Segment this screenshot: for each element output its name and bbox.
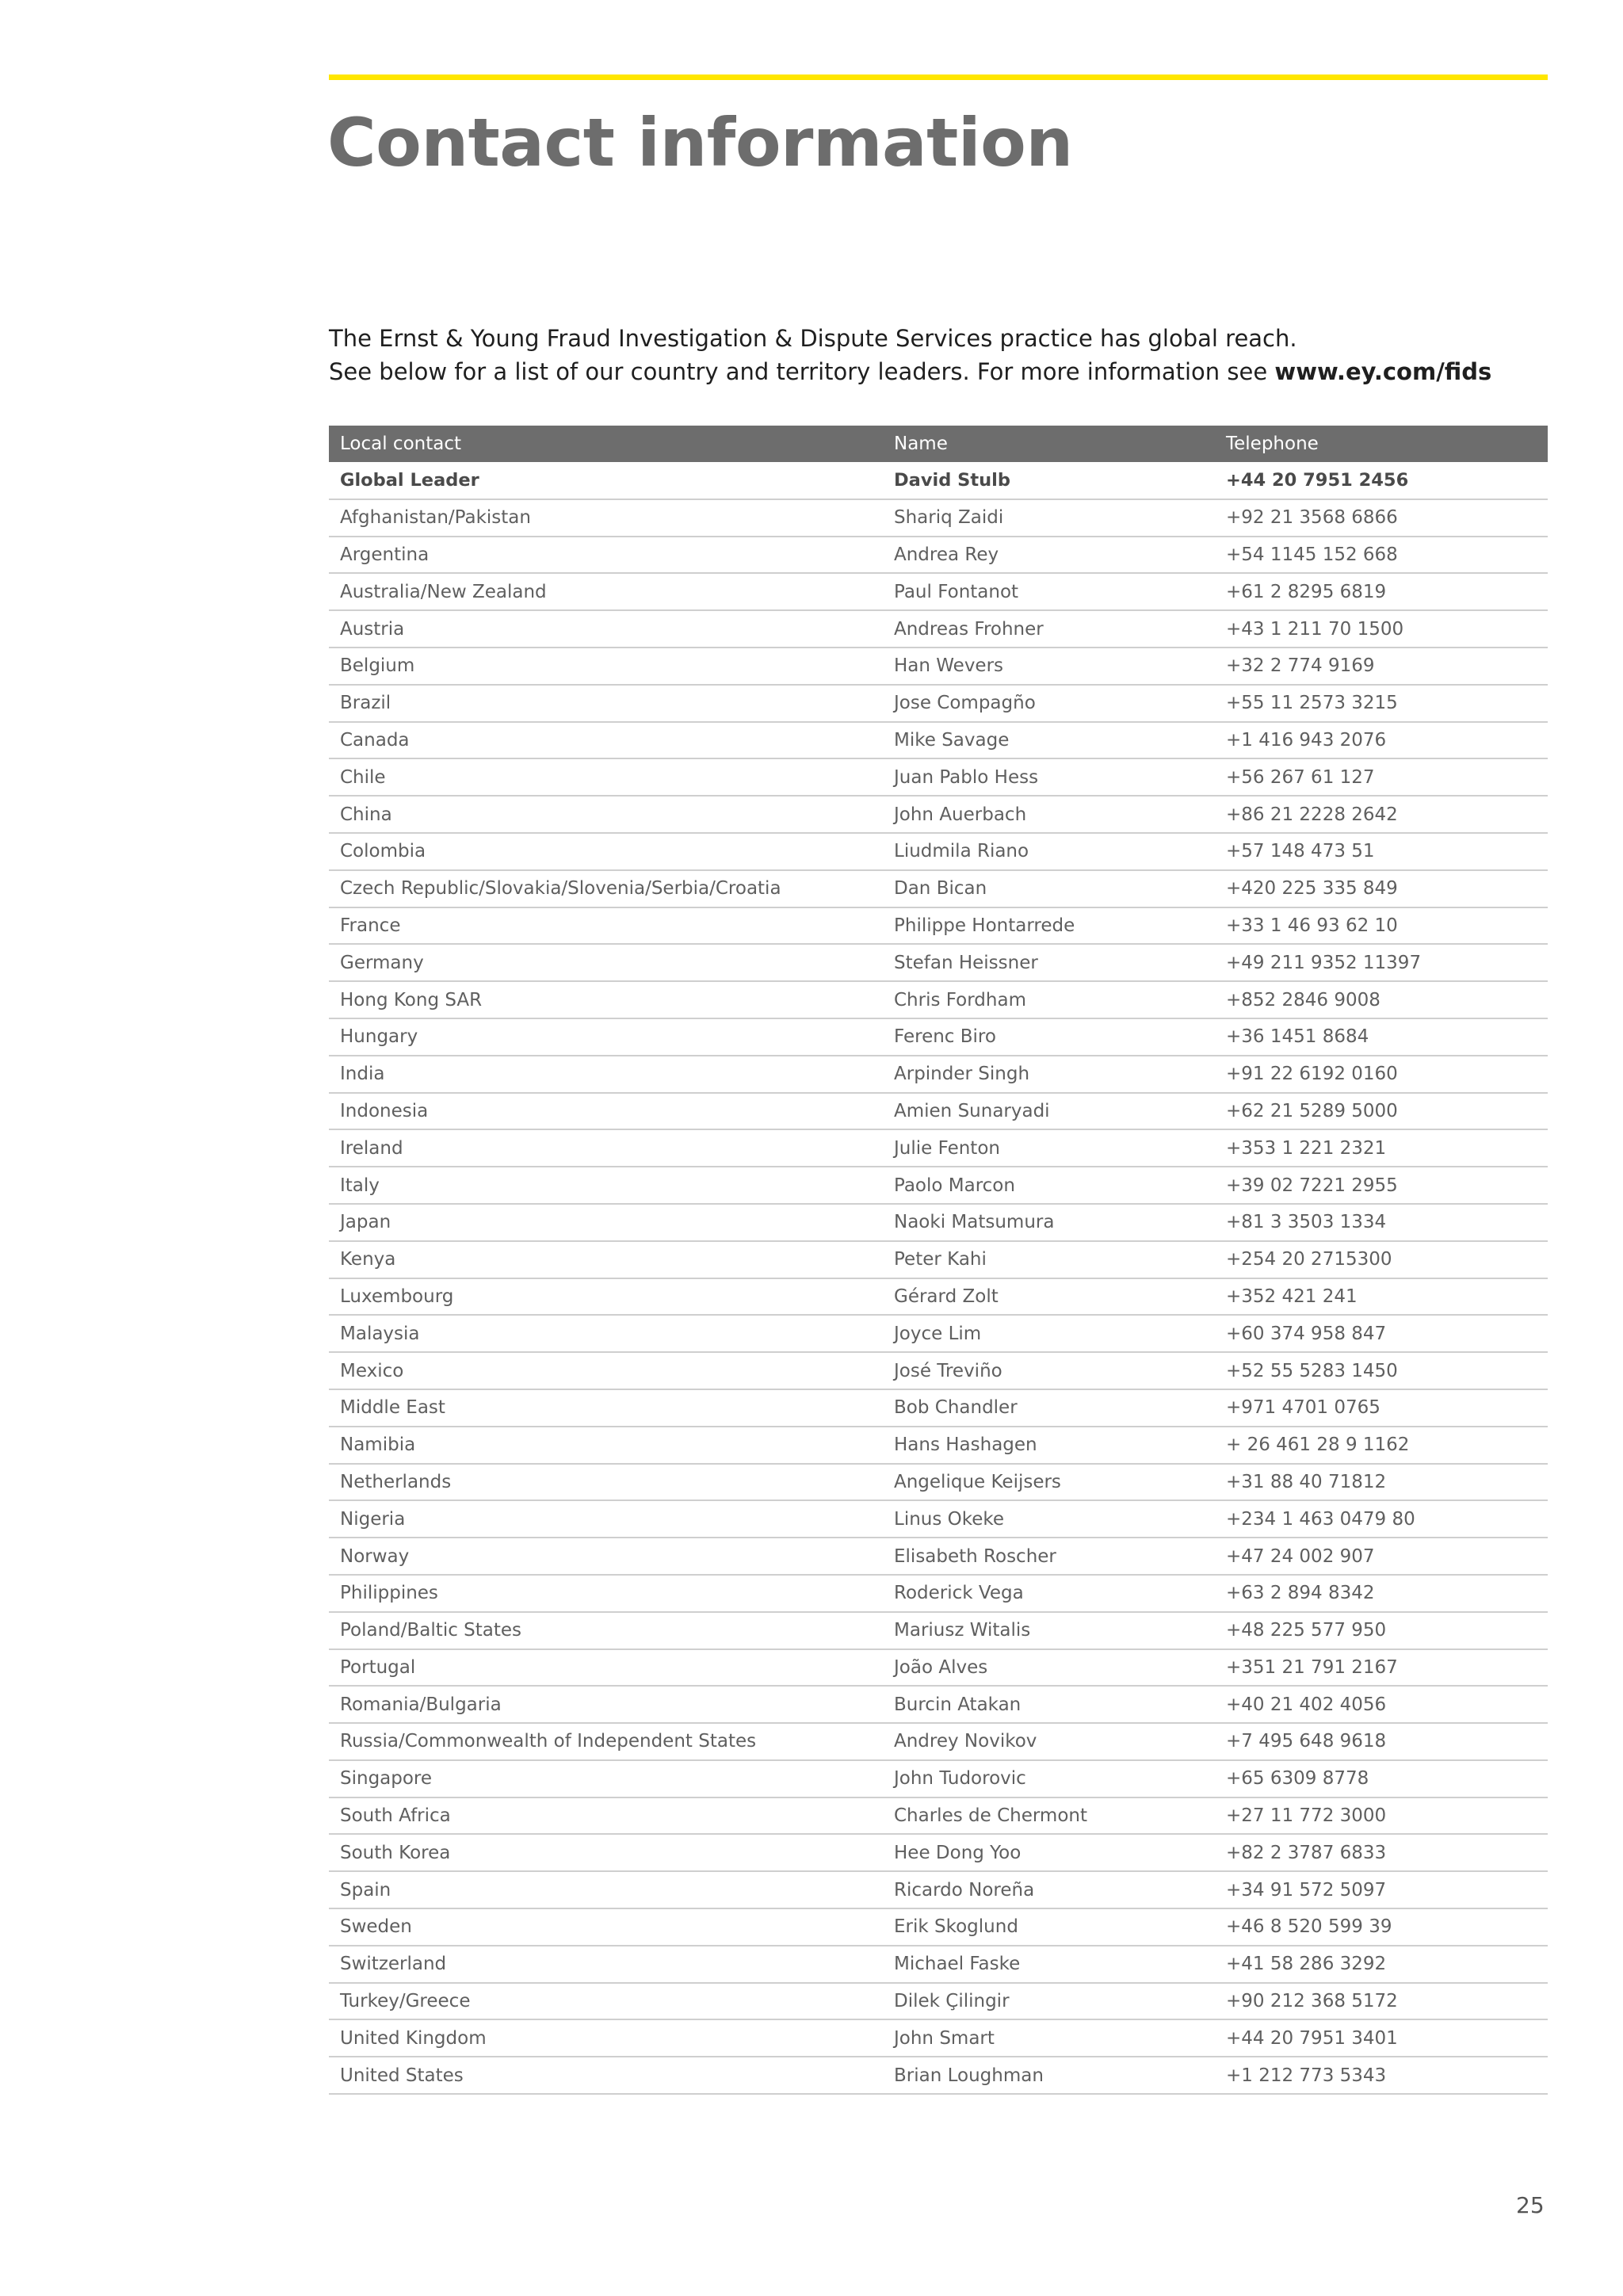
cell-name: Gérard Zolt — [883, 1278, 1215, 1316]
cell-name: Jose Compagño — [883, 685, 1215, 722]
cell-telephone: +31 88 40 71812 — [1215, 1464, 1548, 1501]
table-row — [329, 573, 1548, 610]
yellow-accent-rule — [329, 74, 1548, 80]
table-row — [329, 870, 1548, 907]
cell-telephone: +60 374 958 847 — [1215, 1315, 1548, 1352]
cell-name: Brian Loughman — [883, 2057, 1215, 2094]
table-row — [329, 1241, 1548, 1278]
cell-telephone: +33 1 46 93 62 10 — [1215, 907, 1548, 945]
table-row — [329, 648, 1548, 685]
table-row — [329, 944, 1548, 981]
table-row — [329, 722, 1548, 759]
cell-name: Stefan Heissner — [883, 944, 1215, 981]
cell-telephone: +54 1145 152 668 — [1215, 537, 1548, 574]
table-row — [329, 1129, 1548, 1167]
intro-line-1: The Ernst & Young Fraud Investigation & Dispute Services practice has global reach. — [329, 325, 1297, 352]
cell-telephone: +852 2846 9008 — [1215, 981, 1548, 1018]
cell-telephone: +41 58 286 3292 — [1215, 1946, 1548, 1983]
page-number: 25 — [1516, 2192, 1545, 2218]
cell-name: Amien Sunaryadi — [883, 1093, 1215, 1130]
cell-name: Linus Okeke — [883, 1500, 1215, 1538]
table-row — [329, 1723, 1548, 1760]
cell-local-contact: Japan — [329, 1204, 883, 1241]
cell-local-contact: Australia/New Zealand — [329, 573, 883, 610]
cell-name: Dilek Çilingir — [883, 1983, 1215, 2020]
table-row — [329, 1167, 1548, 1204]
table-row — [329, 796, 1548, 833]
cell-name: Joyce Lim — [883, 1315, 1215, 1352]
table-row — [329, 1093, 1548, 1130]
cell-local-contact: Indonesia — [329, 1093, 883, 1130]
cell-local-contact: South Korea — [329, 1834, 883, 1871]
cell-local-contact: Sweden — [329, 1908, 883, 1946]
table-row — [329, 1204, 1548, 1241]
table-row — [329, 758, 1548, 796]
cell-telephone: +86 21 2228 2642 — [1215, 796, 1548, 833]
cell-local-contact: Hong Kong SAR — [329, 981, 883, 1018]
table-row — [329, 1797, 1548, 1835]
cell-telephone: +7 495 648 9618 — [1215, 1723, 1548, 1760]
cell-local-contact: Norway — [329, 1538, 883, 1575]
cell-local-contact: Luxembourg — [329, 1278, 883, 1316]
cell-local-contact: Romania/Bulgaria — [329, 1686, 883, 1723]
table-row — [329, 462, 1548, 499]
table-row — [329, 1612, 1548, 1649]
cell-local-contact: Global Leader — [329, 462, 883, 499]
table-row — [329, 1649, 1548, 1687]
cell-local-contact: Belgium — [329, 648, 883, 685]
cell-local-contact: Brazil — [329, 685, 883, 722]
cell-local-contact: Czech Republic/Slovakia/Slovenia/Serbia/Croatia — [329, 870, 883, 907]
table-row — [329, 1389, 1548, 1427]
cell-local-contact: United Kingdom — [329, 2019, 883, 2057]
cell-local-contact: Switzerland — [329, 1946, 883, 1983]
table-row — [329, 1278, 1548, 1316]
page-title: Contact information — [327, 104, 1073, 181]
table-row — [329, 981, 1548, 1018]
table-row — [329, 1946, 1548, 1983]
cell-telephone: +971 4701 0765 — [1215, 1389, 1548, 1427]
cell-telephone: +81 3 3503 1334 — [1215, 1204, 1548, 1241]
table-row — [329, 1908, 1548, 1946]
header-telephone: Telephone — [1226, 434, 1319, 454]
table-row — [329, 833, 1548, 870]
cell-local-contact: Spain — [329, 1871, 883, 1908]
table-row — [329, 1427, 1548, 1464]
cell-telephone: +420 225 335 849 — [1215, 870, 1548, 907]
cell-name: Dan Bican — [883, 870, 1215, 907]
cell-telephone: +47 24 002 907 — [1215, 1538, 1548, 1575]
cell-telephone: +57 148 473 51 — [1215, 833, 1548, 870]
cell-name: Elisabeth Roscher — [883, 1538, 1215, 1575]
table-row — [329, 2057, 1548, 2094]
cell-local-contact: India — [329, 1056, 883, 1093]
cell-telephone: +1 416 943 2076 — [1215, 722, 1548, 759]
cell-name: Andrey Novikov — [883, 1723, 1215, 1760]
cell-telephone: +44 20 7951 2456 — [1215, 462, 1548, 499]
cell-telephone: +351 21 791 2167 — [1215, 1649, 1548, 1687]
cell-telephone: +352 421 241 — [1215, 1278, 1548, 1316]
table-row — [329, 1834, 1548, 1871]
cell-name: Charles de Chermont — [883, 1797, 1215, 1835]
cell-local-contact: Malaysia — [329, 1315, 883, 1352]
intro-line-2-text: See below for a list of our country and territory leaders. For more information see — [329, 358, 1275, 385]
cell-name: John Auerbach — [883, 796, 1215, 833]
table-row — [329, 907, 1548, 945]
cell-telephone: +44 20 7951 3401 — [1215, 2019, 1548, 2057]
cell-telephone: +65 6309 8778 — [1215, 1760, 1548, 1797]
cell-telephone: +39 02 7221 2955 — [1215, 1167, 1548, 1204]
cell-local-contact: Middle East — [329, 1389, 883, 1427]
cell-local-contact: Poland/Baltic States — [329, 1612, 883, 1649]
cell-local-contact: Kenya — [329, 1241, 883, 1278]
cell-telephone: +254 20 2715300 — [1215, 1241, 1548, 1278]
cell-local-contact: Turkey/Greece — [329, 1983, 883, 2020]
cell-telephone: +92 21 3568 6866 — [1215, 499, 1548, 537]
cell-name: Andreas Frohner — [883, 610, 1215, 648]
cell-local-contact: United States — [329, 2057, 883, 2094]
table-row — [329, 1464, 1548, 1501]
cell-name: Ferenc Biro — [883, 1018, 1215, 1056]
cell-local-contact: Portugal — [329, 1649, 883, 1687]
intro-line-2 — [329, 355, 1548, 388]
cell-name: Hee Dong Yoo — [883, 1834, 1215, 1871]
cell-telephone: +353 1 221 2321 — [1215, 1129, 1548, 1167]
cell-telephone: +34 91 572 5097 — [1215, 1871, 1548, 1908]
cell-telephone: +49 211 9352 11397 — [1215, 944, 1548, 981]
cell-local-contact: Singapore — [329, 1760, 883, 1797]
cell-name: Angelique Keijsers — [883, 1464, 1215, 1501]
cell-local-contact: Italy — [329, 1167, 883, 1204]
cell-local-contact: Austria — [329, 610, 883, 648]
cell-name: Roderick Vega — [883, 1575, 1215, 1612]
cell-name: David Stulb — [883, 462, 1215, 499]
cell-name: Michael Faske — [883, 1946, 1215, 1983]
cell-telephone: +46 8 520 599 39 — [1215, 1908, 1548, 1946]
table-row — [329, 1352, 1548, 1389]
cell-telephone: +32 2 774 9169 — [1215, 648, 1548, 685]
cell-telephone: +27 11 772 3000 — [1215, 1797, 1548, 1835]
table-row — [329, 1315, 1548, 1352]
intro-text — [329, 322, 1548, 388]
cell-name: Andrea Rey — [883, 537, 1215, 574]
cell-telephone: +48 225 577 950 — [1215, 1612, 1548, 1649]
table-row — [329, 610, 1548, 648]
cell-local-contact: Colombia — [329, 833, 883, 870]
table-row — [329, 1983, 1548, 2020]
header-local-contact: Local contact — [340, 434, 461, 454]
cell-local-contact: Canada — [329, 722, 883, 759]
table-row — [329, 1538, 1548, 1575]
cell-local-contact: Hungary — [329, 1018, 883, 1056]
cell-telephone: +82 2 3787 6833 — [1215, 1834, 1548, 1871]
cell-name: João Alves — [883, 1649, 1215, 1687]
table-row — [329, 1575, 1548, 1612]
cell-name: Mariusz Witalis — [883, 1612, 1215, 1649]
cell-name: Hans Hashagen — [883, 1427, 1215, 1464]
cell-local-contact: South Africa — [329, 1797, 883, 1835]
cell-telephone: +91 22 6192 0160 — [1215, 1056, 1548, 1093]
cell-name: Julie Fenton — [883, 1129, 1215, 1167]
cell-local-contact: Netherlands — [329, 1464, 883, 1501]
cell-name: Peter Kahi — [883, 1241, 1215, 1278]
table-row — [329, 1056, 1548, 1093]
table-row — [329, 537, 1548, 574]
cell-local-contact: Chile — [329, 758, 883, 796]
cell-local-contact: Afghanistan/Pakistan — [329, 499, 883, 537]
cell-name: Naoki Matsumura — [883, 1204, 1215, 1241]
cell-name: Arpinder Singh — [883, 1056, 1215, 1093]
cell-telephone: +234 1 463 0479 80 — [1215, 1500, 1548, 1538]
cell-telephone: +63 2 894 8342 — [1215, 1575, 1548, 1612]
cell-telephone: +43 1 211 70 1500 — [1215, 610, 1548, 648]
table-row — [329, 1760, 1548, 1797]
cell-local-contact: Argentina — [329, 537, 883, 574]
cell-name: Burcin Atakan — [883, 1686, 1215, 1723]
cell-telephone: +61 2 8295 6819 — [1215, 573, 1548, 610]
cell-telephone: +55 11 2573 3215 — [1215, 685, 1548, 722]
cell-name: Philippe Hontarrede — [883, 907, 1215, 945]
cell-local-contact: Philippines — [329, 1575, 883, 1612]
cell-name: Han Wevers — [883, 648, 1215, 685]
cell-local-contact: Mexico — [329, 1352, 883, 1389]
contacts-table — [329, 426, 1548, 2095]
cell-local-contact: Ireland — [329, 1129, 883, 1167]
cell-name: Bob Chandler — [883, 1389, 1215, 1427]
cell-telephone: + 26 461 28 9 1162 — [1215, 1427, 1548, 1464]
table-row — [329, 1871, 1548, 1908]
website-link[interactable]: www.ey.com/fids — [1274, 358, 1492, 385]
table-header-row — [329, 426, 1548, 462]
cell-name: Paolo Marcon — [883, 1167, 1215, 1204]
cell-name: John Smart — [883, 2019, 1215, 2057]
cell-name: John Tudorovic — [883, 1760, 1215, 1797]
cell-name: Mike Savage — [883, 722, 1215, 759]
cell-local-contact: France — [329, 907, 883, 945]
cell-telephone: +52 55 5283 1450 — [1215, 1352, 1548, 1389]
cell-name: Erik Skoglund — [883, 1908, 1215, 1946]
cell-telephone: +62 21 5289 5000 — [1215, 1093, 1548, 1130]
table-row — [329, 685, 1548, 722]
cell-name: Shariq Zaidi — [883, 499, 1215, 537]
cell-telephone: +36 1451 8684 — [1215, 1018, 1548, 1056]
cell-telephone: +56 267 61 127 — [1215, 758, 1548, 796]
contacts-table-body — [329, 462, 1548, 2094]
header-name: Name — [894, 434, 948, 454]
cell-local-contact: Germany — [329, 944, 883, 981]
cell-name: Ricardo Noreña — [883, 1871, 1215, 1908]
table-row — [329, 1018, 1548, 1056]
cell-local-contact: Russia/Commonwealth of Independent States — [329, 1723, 883, 1760]
table-row — [329, 1686, 1548, 1723]
cell-local-contact: Nigeria — [329, 1500, 883, 1538]
cell-name: Chris Fordham — [883, 981, 1215, 1018]
cell-local-contact: China — [329, 796, 883, 833]
cell-local-contact: Namibia — [329, 1427, 883, 1464]
cell-name: José Treviño — [883, 1352, 1215, 1389]
cell-name: Liudmila Riano — [883, 833, 1215, 870]
table-row — [329, 2019, 1548, 2057]
cell-telephone: +40 21 402 4056 — [1215, 1686, 1548, 1723]
table-row — [329, 1500, 1548, 1538]
cell-telephone: +90 212 368 5172 — [1215, 1983, 1548, 2020]
table-row — [329, 499, 1548, 537]
cell-name: Juan Pablo Hess — [883, 758, 1215, 796]
cell-name: Paul Fontanot — [883, 573, 1215, 610]
cell-telephone: +1 212 773 5343 — [1215, 2057, 1548, 2094]
